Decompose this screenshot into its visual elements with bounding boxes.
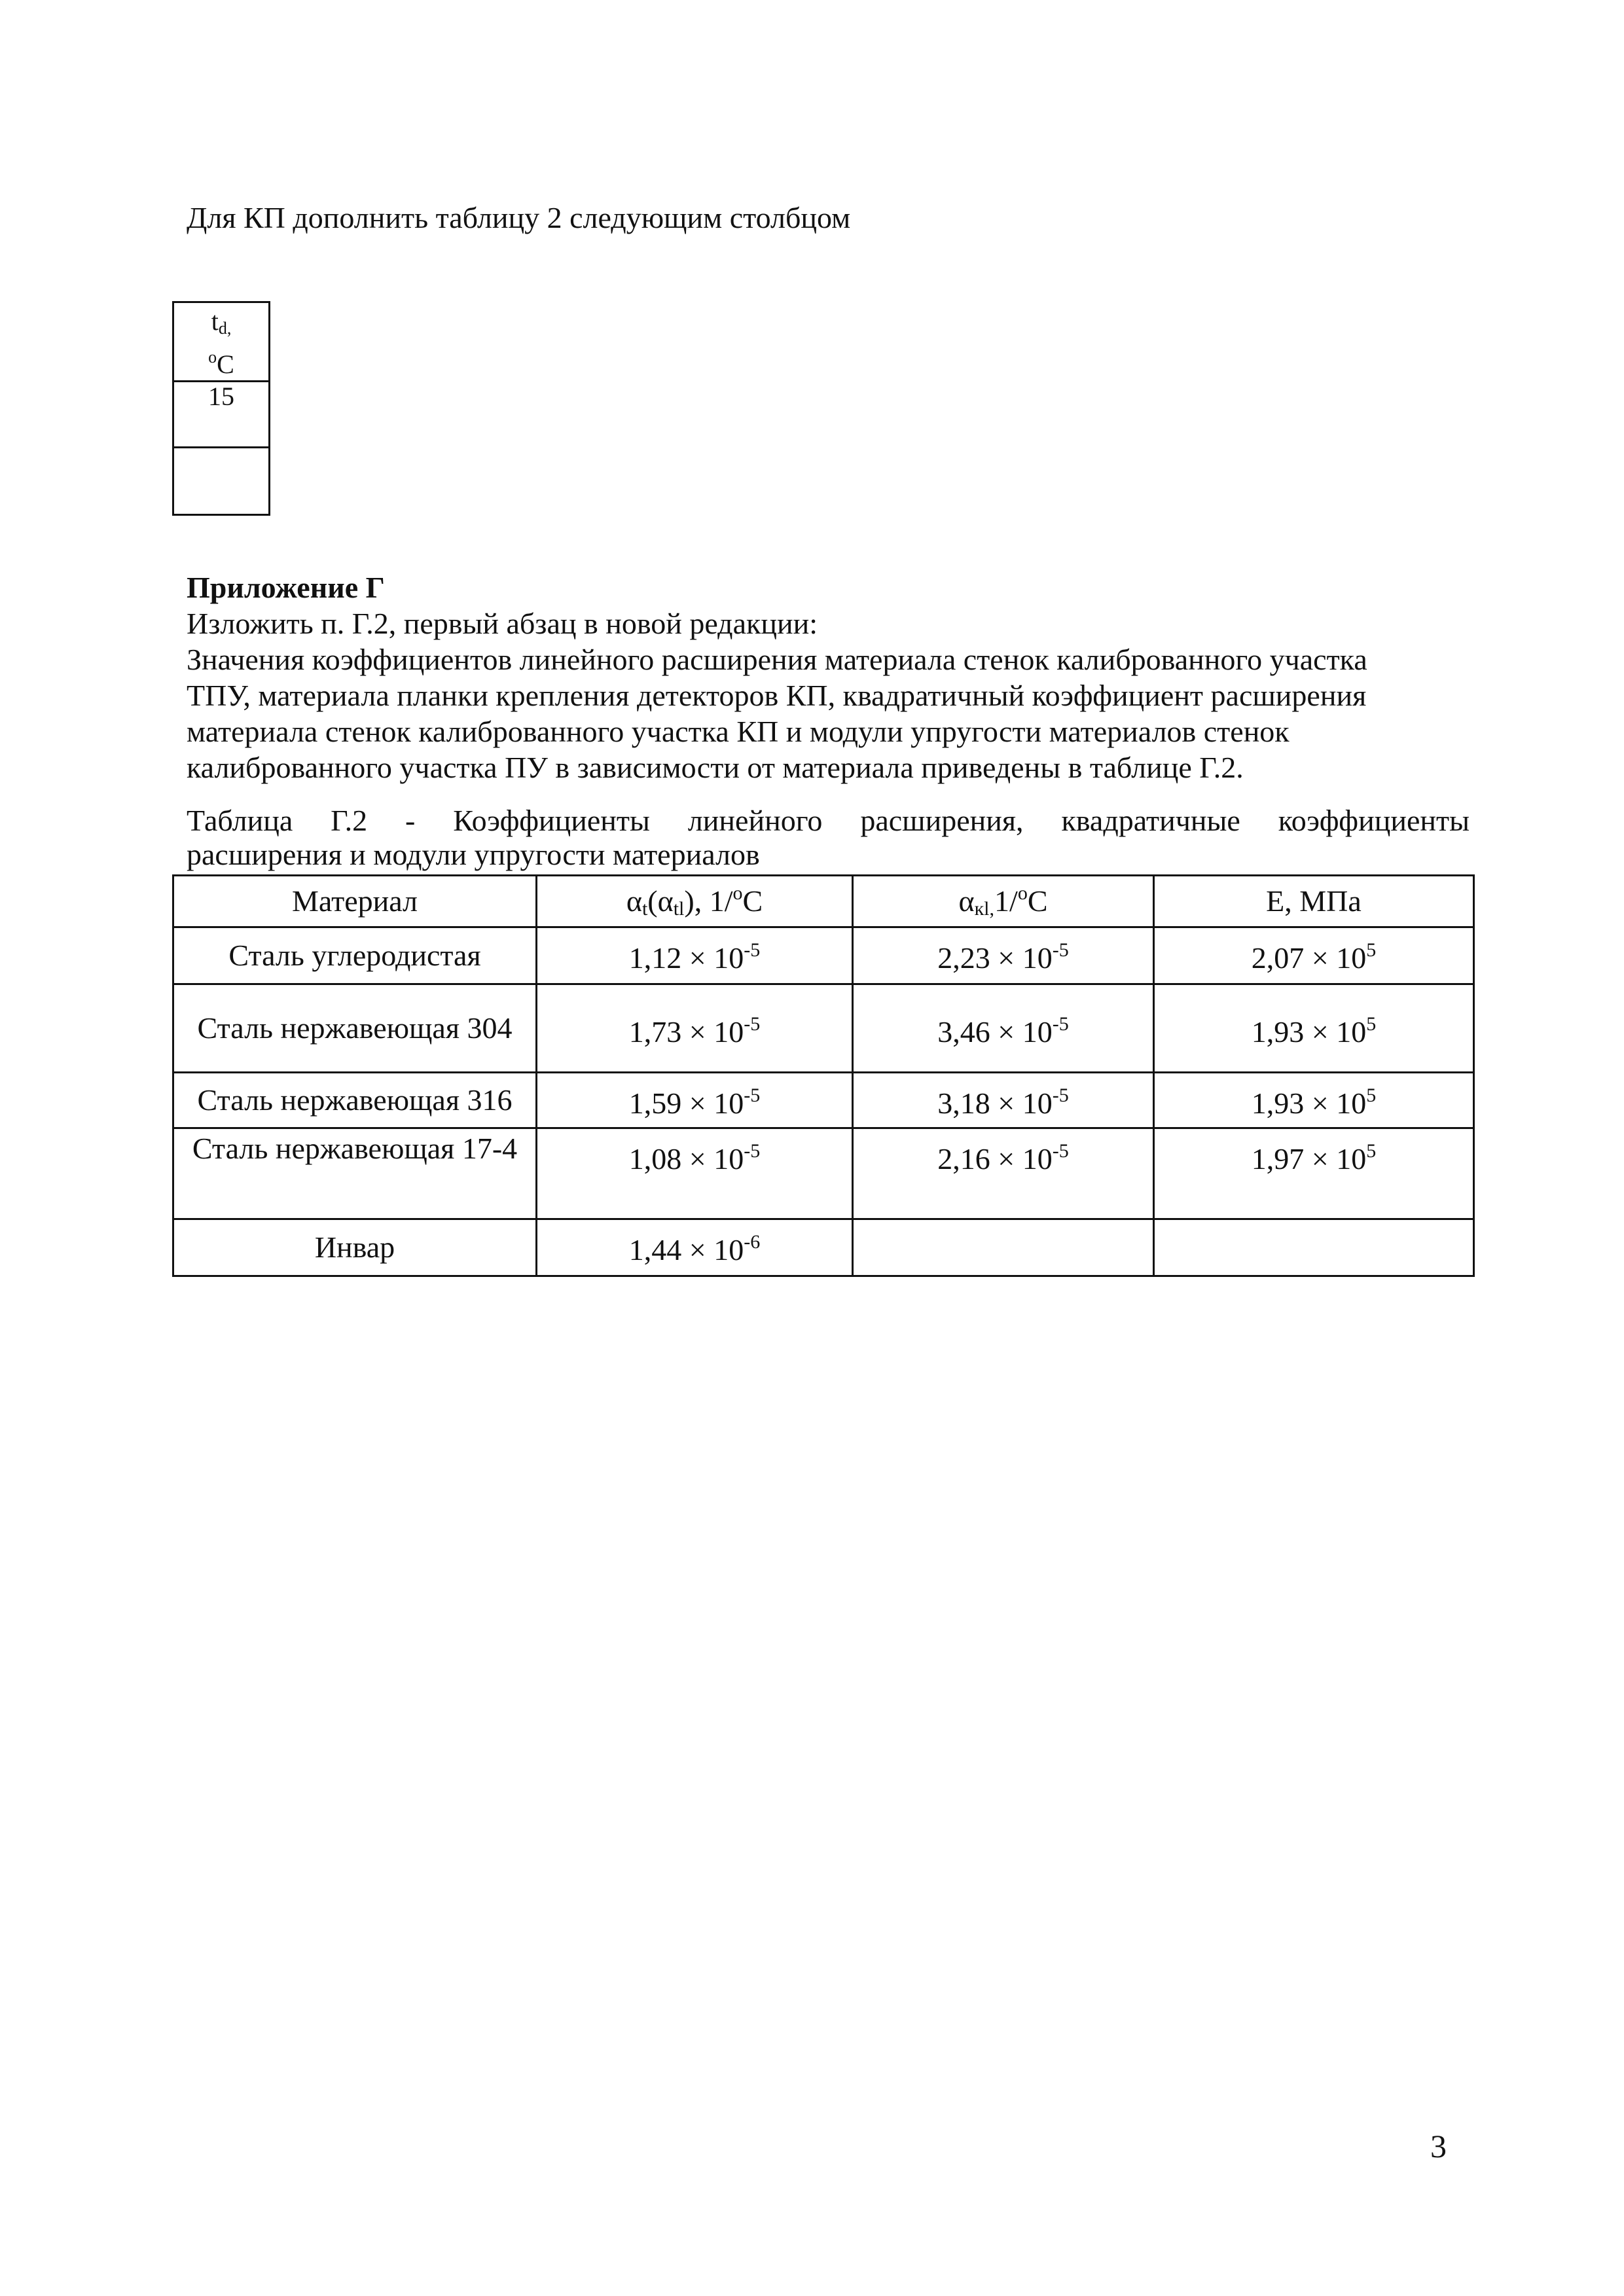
cell-alpha-k: $3,18 \times 10^{-5}$ bbox=[853, 1073, 1154, 1128]
degree-sign: o bbox=[208, 348, 217, 367]
cell-modulus: $2,07 \times 10^5$ bbox=[1154, 927, 1474, 984]
table-header-row bbox=[173, 876, 1474, 927]
coefficients-table bbox=[172, 874, 1475, 1277]
cell-alpha-t: $1,44 \times 10^{-6}$ bbox=[537, 1219, 853, 1276]
table-row bbox=[173, 1219, 1474, 1276]
table-row bbox=[173, 1128, 1474, 1219]
cell-alpha-k bbox=[853, 1219, 1154, 1276]
cell-material: Инвар bbox=[173, 1219, 537, 1276]
header-material: Материал bbox=[173, 876, 537, 927]
table-row bbox=[173, 927, 1474, 984]
td-header-cell bbox=[173, 302, 270, 382]
cell-alpha-k: $2,23 \times 10^{-5}$ bbox=[853, 927, 1154, 984]
cell-material: Сталь нержавеющая 17-4 bbox=[173, 1128, 537, 1219]
cell-material: Сталь нержавеющая 304 bbox=[173, 984, 537, 1073]
cell-alpha-k: $3,46 \times 10^{-5}$ bbox=[853, 984, 1154, 1073]
intro-text: Для КП дополнить таблицу 2 следующим столбцом bbox=[187, 201, 851, 234]
td-column-table bbox=[172, 301, 270, 516]
cell-modulus: $1,93 \times 10^5$ bbox=[1154, 1073, 1474, 1128]
td-subscript: d, bbox=[218, 319, 232, 338]
cell-material: Сталь нержавеющая 316 bbox=[173, 1073, 537, 1128]
appendix-paragraph-line: материала стенок калиброванного участка КП и модули упругости материалов стенок bbox=[187, 715, 1290, 748]
cell-alpha-t: $1,73 \times 10^{-5}$ bbox=[537, 984, 853, 1073]
td-symbol: t bbox=[211, 306, 219, 336]
header-alpha-t: αt(αtl), 1/$^o$C bbox=[537, 876, 853, 927]
cell-alpha-k: $2,16 \times 10^{-5}$ bbox=[853, 1128, 1154, 1219]
appendix-paragraph-line: Значения коэффициентов линейного расширения материала стенок калиброванного участка bbox=[187, 643, 1367, 676]
cell-modulus: $1,93 \times 10^5$ bbox=[1154, 984, 1474, 1073]
table-row bbox=[173, 1073, 1474, 1128]
appendix-instruction: Изложить п. Г.2, первый абзац в новой редакции: bbox=[187, 607, 818, 640]
td-empty-cell bbox=[173, 448, 270, 515]
table-caption-line2: расширения и модули упругости материалов bbox=[187, 838, 760, 871]
appendix-paragraph-line: ТПУ, материала планки крепления детекторов КП, квадратичный коэффициент расширения bbox=[187, 679, 1367, 712]
cell-alpha-t: $1,12 \times 10^{-5}$ bbox=[537, 927, 853, 984]
cell-modulus: $1,97 \times 10^5$ bbox=[1154, 1128, 1474, 1219]
page-number: 3 bbox=[1430, 2128, 1447, 2164]
table-caption-line1: Таблица Г.2 - Коэффициенты линейного расширения, квадратичные коэффициенты bbox=[187, 804, 1470, 837]
appendix-section bbox=[187, 569, 1470, 785]
header-alpha-k: αкl,1/$^o$C bbox=[853, 876, 1154, 927]
celsius-unit: C bbox=[217, 350, 234, 379]
cell-modulus bbox=[1154, 1219, 1474, 1276]
cell-material: Сталь углеродистая bbox=[173, 927, 537, 984]
cell-alpha-t: $1,59 \times 10^{-5}$ bbox=[537, 1073, 853, 1128]
appendix-paragraph-line: калиброванного участка ПУ в зависимости от материала приведены в таблице Г.2. bbox=[187, 751, 1244, 784]
header-modulus: Е, МПа bbox=[1154, 876, 1474, 927]
td-value-cell: 15 bbox=[173, 382, 270, 448]
appendix-title: Приложение Г bbox=[187, 571, 385, 604]
table-row bbox=[173, 984, 1474, 1073]
cell-alpha-t: $1,08 \times 10^{-5}$ bbox=[537, 1128, 853, 1219]
